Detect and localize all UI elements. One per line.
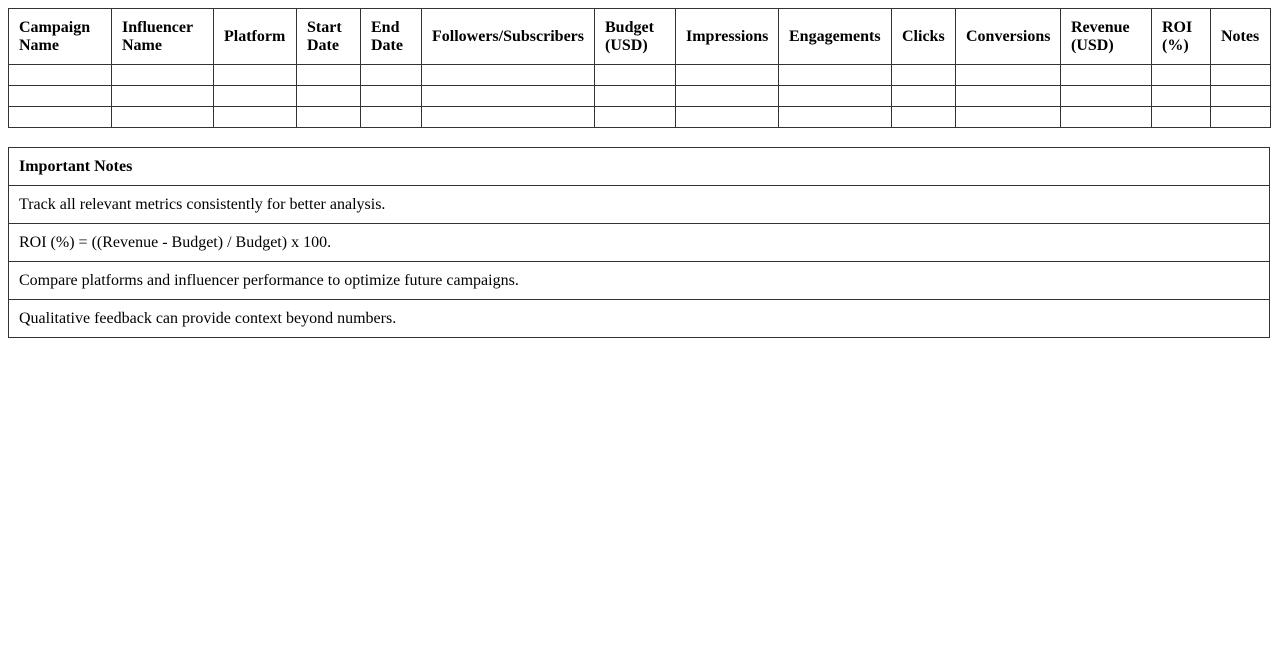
column-header-budget-usd: Budget (USD) <box>595 9 676 65</box>
table-cell[interactable] <box>779 107 892 128</box>
table-cell[interactable] <box>297 107 361 128</box>
table-header-row <box>9 9 1271 65</box>
table-cell[interactable] <box>297 86 361 107</box>
table-cell[interactable] <box>1152 107 1211 128</box>
table-cell[interactable] <box>892 65 956 86</box>
column-header-campaign-name: Campaign Name <box>9 9 112 65</box>
column-header-conversions: Conversions <box>956 9 1061 65</box>
table-cell[interactable] <box>676 86 779 107</box>
column-header-impressions: Impressions <box>676 9 779 65</box>
table-cell[interactable] <box>361 65 422 86</box>
campaign-tracker-table <box>8 8 1271 128</box>
table-cell[interactable] <box>595 107 676 128</box>
table-cell[interactable] <box>9 86 112 107</box>
table-cell[interactable] <box>676 65 779 86</box>
table-cell[interactable] <box>892 86 956 107</box>
note-text: Compare platforms and influencer performance to optimize future campaigns. <box>9 262 1270 300</box>
table-cell[interactable] <box>779 65 892 86</box>
table-cell[interactable] <box>892 107 956 128</box>
table-cell[interactable] <box>676 107 779 128</box>
table-cell[interactable] <box>422 65 595 86</box>
note-text: ROI (%) = ((Revenue - Budget) / Budget) x 100. <box>9 224 1270 262</box>
column-header-end-date: End Date <box>361 9 422 65</box>
note-row <box>9 262 1270 300</box>
table-cell[interactable] <box>1152 65 1211 86</box>
table-row <box>9 86 1271 107</box>
table-cell[interactable] <box>422 86 595 107</box>
important-notes-table <box>8 147 1270 338</box>
table-row <box>9 65 1271 86</box>
column-header-platform: Platform <box>214 9 297 65</box>
table-cell[interactable] <box>1061 86 1152 107</box>
table-cell[interactable] <box>214 107 297 128</box>
table-cell[interactable] <box>9 107 112 128</box>
column-header-notes: Notes <box>1211 9 1271 65</box>
column-header-start-date: Start Date <box>297 9 361 65</box>
table-cell[interactable] <box>1061 107 1152 128</box>
table-cell[interactable] <box>112 107 214 128</box>
table-cell[interactable] <box>422 107 595 128</box>
table-cell[interactable] <box>1211 86 1271 107</box>
table-cell[interactable] <box>361 107 422 128</box>
table-cell[interactable] <box>595 86 676 107</box>
column-header-engagements: Engagements <box>779 9 892 65</box>
table-cell[interactable] <box>779 86 892 107</box>
column-header-revenue-usd: Revenue (USD) <box>1061 9 1152 65</box>
table-cell[interactable] <box>1211 65 1271 86</box>
note-text: Qualitative feedback can provide context beyond numbers. <box>9 300 1270 338</box>
notes-header-row <box>9 148 1270 186</box>
column-header-influencer-name: Influencer Name <box>112 9 214 65</box>
table-cell[interactable] <box>595 65 676 86</box>
table-cell[interactable] <box>9 65 112 86</box>
note-text: Track all relevant metrics consistently for better analysis. <box>9 186 1270 224</box>
table-cell[interactable] <box>956 107 1061 128</box>
column-header-roi: ROI (%) <box>1152 9 1211 65</box>
note-row <box>9 186 1270 224</box>
column-header-followers-subscribers: Followers/Subscribers <box>422 9 595 65</box>
column-header-clicks: Clicks <box>892 9 956 65</box>
table-cell[interactable] <box>214 65 297 86</box>
table-cell[interactable] <box>1152 86 1211 107</box>
table-cell[interactable] <box>361 86 422 107</box>
table-cell[interactable] <box>112 86 214 107</box>
table-row <box>9 107 1271 128</box>
table-cell[interactable] <box>214 86 297 107</box>
table-cell[interactable] <box>956 86 1061 107</box>
notes-title: Important Notes <box>9 148 1270 186</box>
table-cell[interactable] <box>1061 65 1152 86</box>
table-cell[interactable] <box>112 65 214 86</box>
note-row <box>9 224 1270 262</box>
table-cell[interactable] <box>956 65 1061 86</box>
note-row <box>9 300 1270 338</box>
table-cell[interactable] <box>1211 107 1271 128</box>
table-cell[interactable] <box>297 65 361 86</box>
